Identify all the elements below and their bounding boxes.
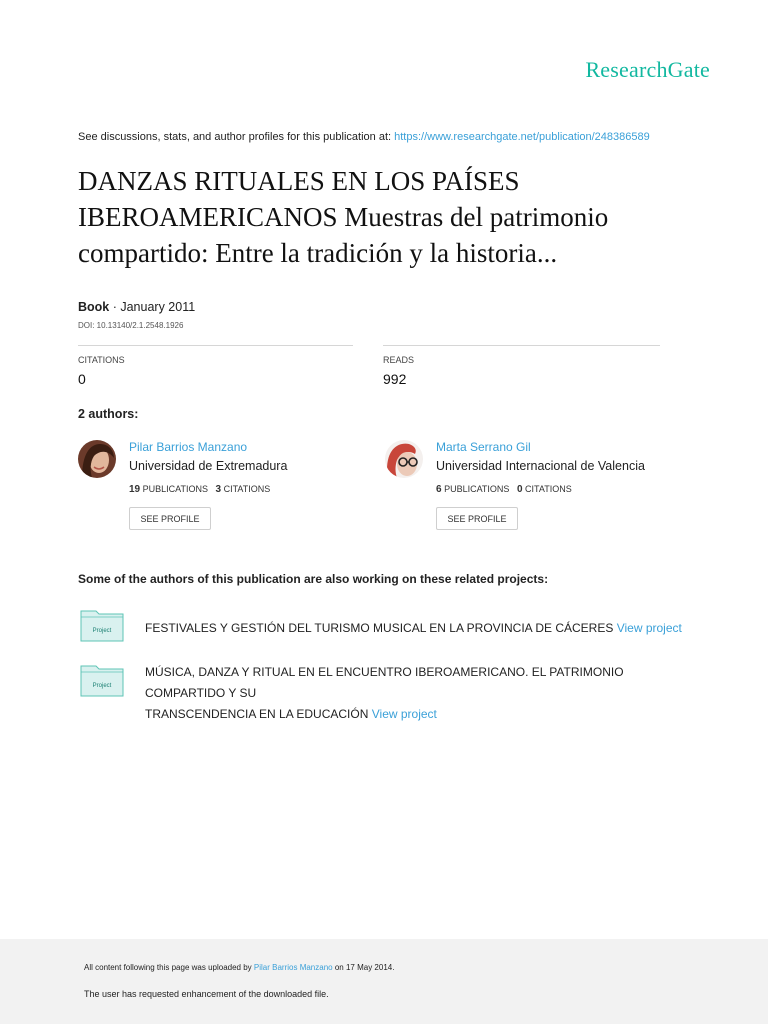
publication-type: Book (78, 300, 110, 314)
discussion-line (78, 131, 650, 143)
project-icon-label: Project (92, 683, 112, 689)
author-institution: Universidad Internacional de Valencia (436, 459, 645, 473)
reads-label: READS (383, 355, 415, 365)
project-title-line-2: TRANSCENDENCIA EN LA EDUCACIÓN (145, 707, 369, 721)
publication-meta (78, 300, 195, 314)
project-icon-label: Project (92, 628, 112, 634)
uploader-link[interactable]: Pilar Barrios Manzano (253, 963, 333, 972)
related-projects-heading: Some of the authors of this publication are also working on these related projects: (78, 572, 549, 586)
discussion-text: See discussions, stats, and author profiles for this publication at: (78, 131, 392, 143)
reads-divider (383, 345, 660, 346)
title-line-3: compartido: Entre la tradición y la historia... (78, 238, 558, 268)
publication-doi: DOI: 10.13140/2.1.2548.1926 (78, 321, 184, 330)
project-description (145, 618, 705, 639)
title-line-1: DANZAS RITUALES EN LOS PAÍSES (78, 166, 520, 196)
project-description (145, 662, 705, 725)
author-avatar[interactable] (385, 440, 423, 478)
upload-suffix: on 17 May 2014. (334, 963, 395, 972)
citations-divider (78, 345, 353, 346)
see-profile-button[interactable]: SEE PROFILE (129, 507, 211, 530)
meta-separator: · (109, 300, 121, 314)
title-line-2: IBEROAMERICANOS Muestras del patrimonio (78, 202, 609, 232)
author-citations-count: 3 (215, 484, 222, 495)
author-citations-label: CITATIONS (223, 484, 271, 494)
project-title-line-1: MÚSICA, DANZA Y RITUAL EN EL ENCUENTRO IBEROAMERICANO. EL PATRIMONIO COMPARTIDO Y SU (145, 665, 624, 700)
upload-prefix: All content following this page was uploaded by (84, 963, 252, 972)
project-title: FESTIVALES Y GESTIÓN DEL TURISMO MUSICAL EN LA PROVINCIA DE CÁCERES (145, 621, 614, 635)
author-name-link[interactable]: Marta Serrano Gil (436, 440, 531, 454)
authors-heading: 2 authors: (78, 407, 139, 421)
footer (0, 939, 768, 1024)
publications-count: 19 (129, 484, 141, 495)
project-item (78, 663, 698, 721)
see-profile-button[interactable]: SEE PROFILE (436, 507, 518, 530)
project-folder-icon (80, 663, 124, 697)
publications-label: PUBLICATIONS (142, 484, 208, 494)
author-citations-label: CITATIONS (525, 484, 572, 494)
citations-label: CITATIONS (78, 355, 125, 365)
author-institution: Universidad de Extremadura (129, 459, 288, 473)
author-photo-icon (78, 440, 116, 478)
view-project-link[interactable]: View project (371, 707, 437, 721)
citations-value: 0 (78, 371, 86, 387)
author-stats (129, 484, 270, 495)
project-folder-icon (80, 608, 124, 642)
reads-value: 992 (383, 371, 407, 387)
publication-url-link[interactable]: https://www.researchgate.net/publication/248386589 (394, 131, 650, 143)
enhancement-note: The user has requested enhancement of the downloaded file. (84, 989, 329, 999)
upload-notice (84, 963, 394, 972)
author-citations-count: 0 (516, 484, 523, 495)
researchgate-logo[interactable]: ResearchGate (585, 57, 710, 82)
author-stats (436, 484, 572, 495)
view-project-link[interactable]: View project (616, 621, 682, 635)
publications-label: PUBLICATIONS (444, 484, 510, 494)
author-avatar[interactable] (78, 440, 116, 478)
publication-title (78, 163, 718, 271)
project-item (78, 608, 698, 644)
publication-date: January 2011 (120, 300, 196, 314)
author-name-link[interactable]: Pilar Barrios Manzano (129, 440, 248, 454)
author-photo-icon (385, 440, 423, 478)
publications-count: 6 (436, 484, 442, 495)
